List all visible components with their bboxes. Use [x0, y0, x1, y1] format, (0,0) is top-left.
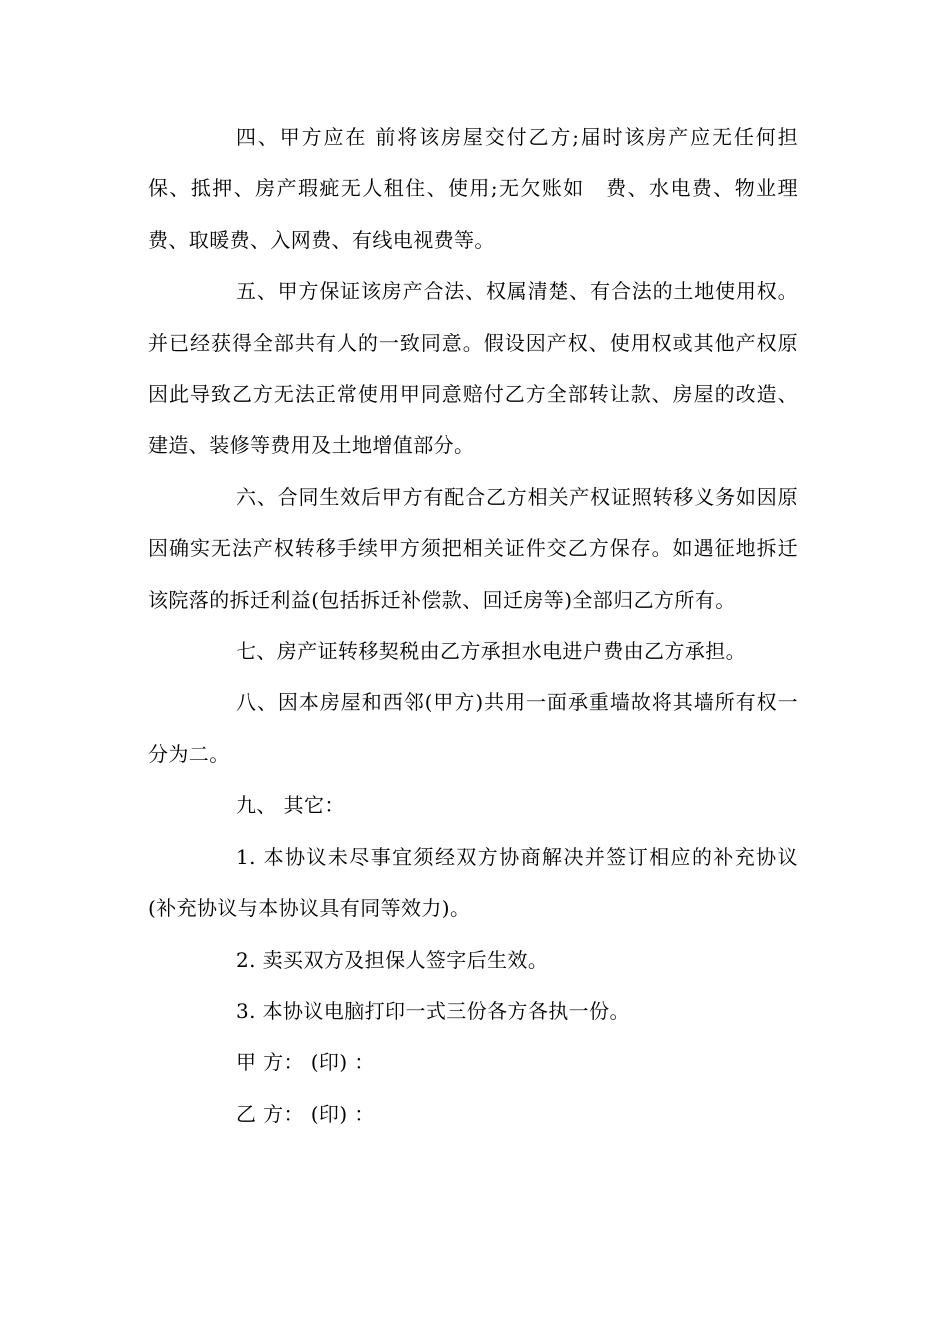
- clause-9-heading: 九、 其它：: [236, 793, 345, 818]
- clause-4: 四、甲方应在 前将该房屋交付乙方;届时该房产应无任何担保、抵押、房产瑕疵无人租住、使用;无欠账如 费、水电费、物业理费、取暖费、入网费、有线电视费等。: [148, 125, 798, 252]
- document-body: [148, 112, 798, 1140]
- clause-5: 五、甲方保证该房产合法、权属清楚、有合法的土地使用权。并已经获得全部共有人的一致同意。假设因产权、使用权或其他产权原因此导致乙方无法正常使用甲同意赔付乙方全部转让款、房屋的改造、建造、装修等费用及土地增值部分。: [148, 279, 798, 458]
- party-a-signature-line: 甲 方： (印) ：: [236, 1050, 375, 1075]
- clause-8: 八、因本房屋和西邻(甲方)共用一面承重墙故将其墙所有权一分为二。: [148, 690, 798, 766]
- party-b-signature-line: 乙 方： (印) ：: [236, 1101, 375, 1126]
- clause-6: 六、合同生效后甲方有配合乙方相关产权证照转移义务如因原因确实无法产权转移手续甲方须把相关证件交乙方保存。如遇征地拆迁该院落的拆迁利益(包括拆迁补偿款、回迁房等)全部归乙方所有。: [148, 484, 798, 612]
- clause-9-item-2: 2. 卖买双方及担保人签字后生效。: [236, 947, 549, 972]
- clause-9-item-3: 3. 本协议电脑打印一式三份各方各执一份。: [236, 998, 630, 1023]
- clause-9-item-1: 1. 本协议未尽事宜须经双方协商解决并签订相应的补充协议(补充协议与本协议具有同等效力)。: [148, 844, 798, 921]
- clause-7: 七、房产证转移契税由乙方承担水电进户费由乙方承担。: [236, 639, 746, 664]
